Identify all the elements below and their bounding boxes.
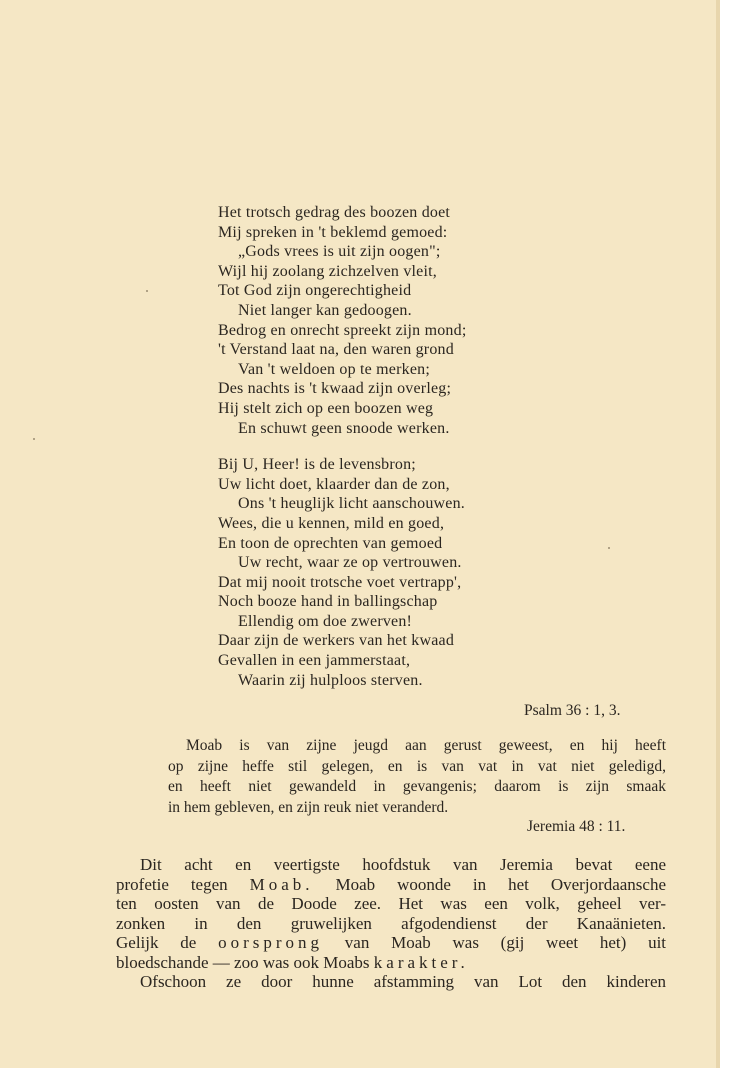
poem-line: Noch booze hand in ballingschap <box>218 593 438 611</box>
quote-line: op zijne heffe stil gelegen, en is van vat in vat niet geledigd, <box>168 757 666 775</box>
poem-line: Tot God zijn ongerechtigheid <box>218 282 412 300</box>
poem-line: Niet langer kan gedoogen. <box>238 301 412 319</box>
paper-speck <box>33 438 35 440</box>
poem-line: 't Verstand laat na, den waren grond <box>218 341 454 359</box>
body-text-run: Gelijk de <box>116 933 197 952</box>
poem-line: Waarin zij hulploos sterven. <box>238 671 423 689</box>
body-text-run: bloedschande — zoo was ook Moabs <box>116 952 370 972</box>
quote-line: in hem gebleven, en zijn reuk niet veranderd. <box>168 798 449 816</box>
body-paragraph <box>116 855 666 992</box>
body-text-run: van Moab was (gij weet het) uit <box>344 933 667 952</box>
poem-stanza-2 <box>218 455 466 690</box>
poem-line: Bedrog en onrecht spreekt zijn mond; <box>218 321 467 339</box>
body-line: Ofschoon ze door hunne afstamming van Lot den kinderen <box>140 972 666 991</box>
spaced-word: Moab. <box>249 874 314 894</box>
body-text-run: profetie tegen <box>116 874 228 894</box>
poem-line: Daar zijn de werkers van het kwaad <box>218 632 455 650</box>
poem-line: Wijl hij zoolang zichzelven vleit, <box>218 262 437 280</box>
body-line: ten oosten van de Doode zee. Het was een volk, geheel ver- <box>116 894 666 913</box>
poem-line: Ons 't heuglijk licht aanschouwen. <box>238 495 465 513</box>
spaced-word: karakter. <box>373 952 469 972</box>
paper-speck <box>146 290 148 292</box>
poem-line: Des nachts is 't kwaad zijn overleg; <box>218 380 452 398</box>
poem-line: Hij stelt zich op een boozen weg <box>218 399 434 417</box>
poem-line: En schuwt geen snoode werken. <box>238 419 450 437</box>
psalm-poem <box>218 203 466 690</box>
poem-line: Dat mij nooit trotsche voet vertrapp', <box>218 573 462 591</box>
body-text-run: Moab woonde in het Overjordaansche <box>335 874 666 894</box>
poem-line: Het trotsch gedrag des boozen doet <box>218 204 451 221</box>
quote-line: en heeft niet gewandeld in gevangenis; daarom is zijn smaak <box>168 778 666 795</box>
poem-line: Uw licht doet, klaarder dan de zon, <box>218 475 450 493</box>
body-line <box>116 875 666 895</box>
poem-line: Ellendig om doe zwerven! <box>238 612 413 630</box>
jeremiah-reference: Jeremia 48 : 11. <box>527 818 626 835</box>
poem-line: Uw recht, waar ze op vertrouwen. <box>238 554 462 572</box>
poem-stanza-1 <box>218 203 466 438</box>
poem-line: Mij spreken in 't beklemd gemoed: <box>218 223 448 241</box>
psalm-reference: Psalm 36 : 1, 3. <box>524 702 621 719</box>
body-line <box>116 933 666 953</box>
page-edge <box>716 0 720 1068</box>
jeremiah-quote <box>168 736 666 818</box>
paper-speck <box>608 547 610 549</box>
poem-line: „Gods vrees is uit zijn oogen"; <box>238 243 441 261</box>
poem-line: Wees, die u kennen, mild en goed, <box>218 514 445 532</box>
spaced-word: oorsprong <box>218 933 324 952</box>
poem-line: En toon de oprechten van gemoed <box>218 534 443 552</box>
poem-line: Van 't weldoen op te merken; <box>238 360 430 378</box>
body-line: Dit acht en veertigste hoofdstuk van Jeremia bevat eene <box>140 855 666 874</box>
quote-line: Moab is van zijne jeugd aan gerust geweest, en hij heeft <box>186 737 666 754</box>
body-line: zonken in den gruwelijken afgodendienst der Kanaänieten. <box>116 913 666 933</box>
poem-line: Gevallen in een jammerstaat, <box>218 652 411 670</box>
body-line <box>116 953 666 973</box>
poem-line: Bij U, Heer! is de levensbron; <box>218 456 416 474</box>
